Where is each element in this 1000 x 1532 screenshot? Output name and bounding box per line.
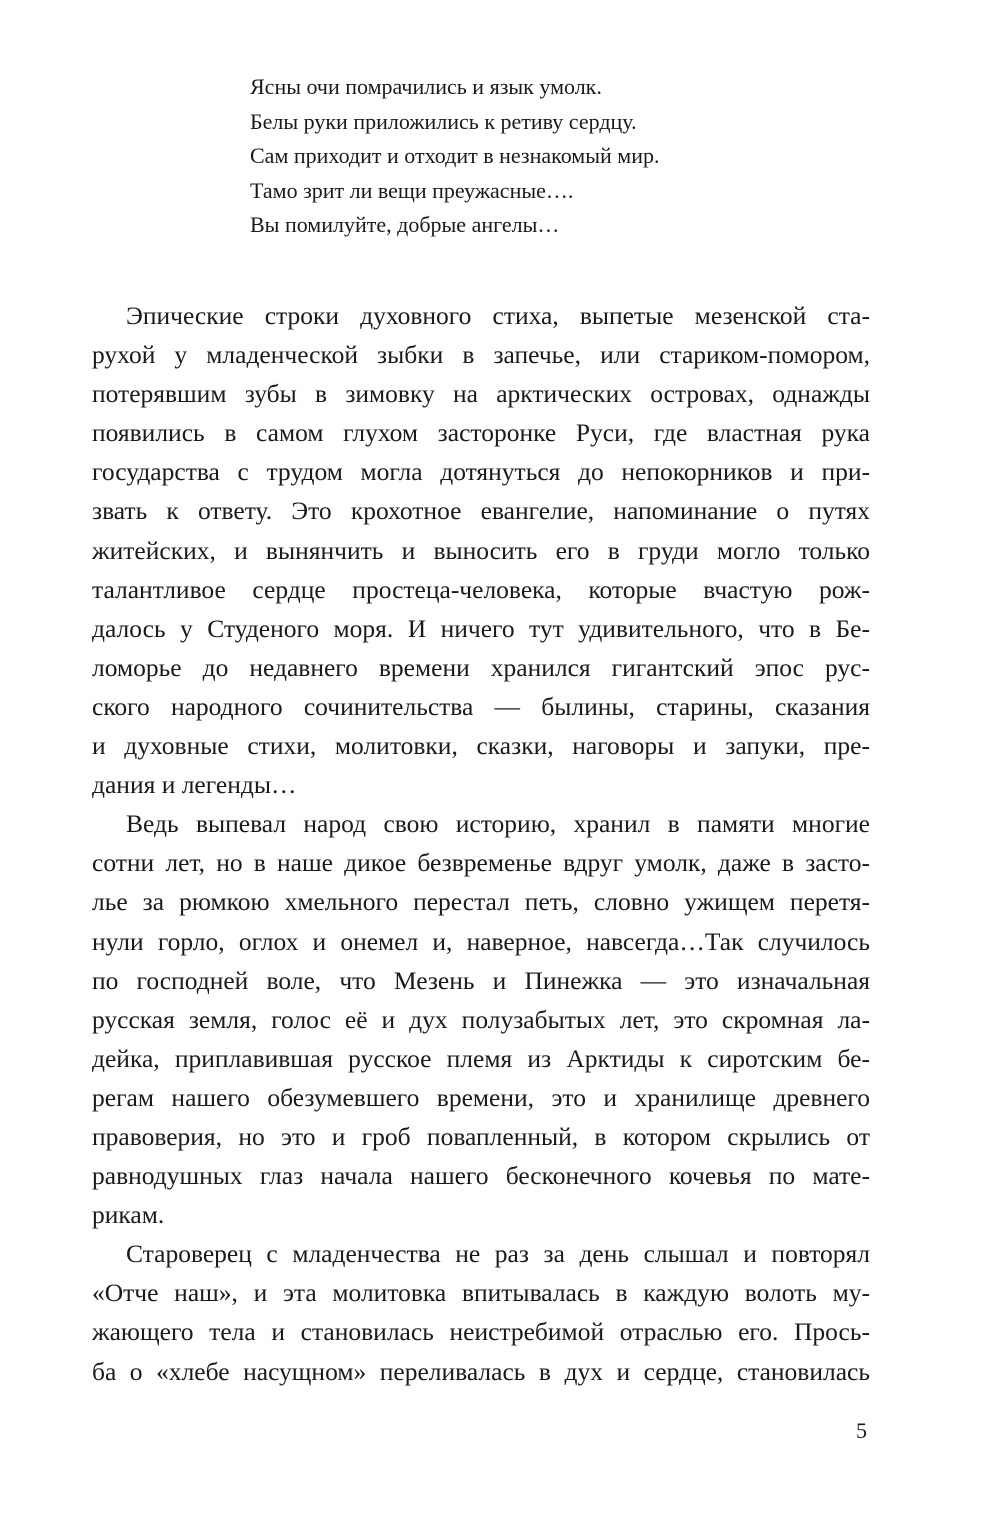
poem-epigraph — [250, 70, 810, 243]
text-line: русская земля, голос её и дух полузабытых лет, это скромная ла- — [92, 1004, 870, 1034]
text-line: ского народного сочинительства — былины, старины, сказания — [92, 691, 870, 721]
text-line: талантливое сердце простеца-человека, которые вчастую рож- — [92, 574, 870, 604]
text-line: по господней воле, что Мезень и Пинежка — это изначальная — [92, 965, 870, 995]
text-line: ба о «хлебе насущном» переливалась в дух и сердце, становилась — [92, 1356, 870, 1386]
text-line: рикам. — [92, 1200, 165, 1230]
main-text — [92, 296, 870, 1391]
text-line: звать к ответу. Это крохотное евангелие, напоминание о путях — [92, 496, 870, 526]
text-line: дейка, приплавившая русское племя из Арктиды к сиротским бе- — [92, 1043, 870, 1073]
poem-line: Сам приходит и отходит в незнакомый мир. — [250, 143, 660, 168]
text-line: жающего тела и становилась неистребимой отраслью его. Прось- — [92, 1317, 870, 1347]
text-line: сотни лет, но в наше дикое безвременье вдруг умолк, даже в засто- — [92, 848, 870, 878]
poem-line: Ясны очи помрачились и язык умолк. — [250, 74, 602, 99]
poem-line: Белы руки приложились к ретиву сердцу. — [250, 108, 637, 134]
text-line: Ведь выпевал народ свою историю, хранил в памяти многие — [126, 809, 870, 839]
text-line: правоверия, но это и гроб повапленный, в котором скрылись от — [92, 1121, 870, 1151]
text-line: нули горло, оглох и онемел и, наверное, навсегда…Так случилось — [92, 926, 870, 956]
text-line: и духовные стихи, молитовки, сказки, наговоры и запуки, пре- — [92, 731, 870, 761]
text-line: далось у Студеного моря. И ничего тут удивительного, что в Бе- — [92, 613, 870, 643]
poem-line: Тамо зрит ли вещи преужасные…. — [250, 177, 574, 203]
text-line: рухой у младенческой зыбки в запечье, или стариком-помором, — [92, 340, 870, 370]
poem-line: Вы помилуйте, добрые ангелы… — [250, 212, 560, 237]
page-number: 5 — [856, 1418, 867, 1443]
text-line: «Отче наш», и эта молитовка впитывалась в каждую волоть му- — [92, 1278, 870, 1308]
text-line: государства с трудом могла дотянуться до непокорников и при- — [92, 457, 870, 487]
text-line: лье за рюмкою хмельного перестал петь, словно ужищем перетя- — [92, 887, 870, 917]
text-line: дания и легенды… — [92, 770, 297, 800]
text-line: регам нашего обезумевшего времени, это и хранилище древнего — [92, 1082, 870, 1112]
text-line: житейских, и вынянчить и выносить его в груди могло только — [92, 535, 870, 565]
text-line: Староверец с младенчества не раз за день слышал и повторял — [126, 1239, 870, 1269]
text-line: потерявшим зубы в зимовку на арктических островах, однажды — [92, 379, 870, 409]
text-line: появились в самом глухом засторонке Руси, где властная рука — [92, 418, 870, 448]
text-line: ломорье до недавнего времени хранился гигантский эпос рус- — [92, 652, 870, 682]
text-line: равнодушных глаз начала нашего бесконечного кочевья по мате- — [92, 1161, 870, 1191]
text-line: Эпические строки духовного стиха, выпетые мезенской ста- — [126, 301, 870, 330]
